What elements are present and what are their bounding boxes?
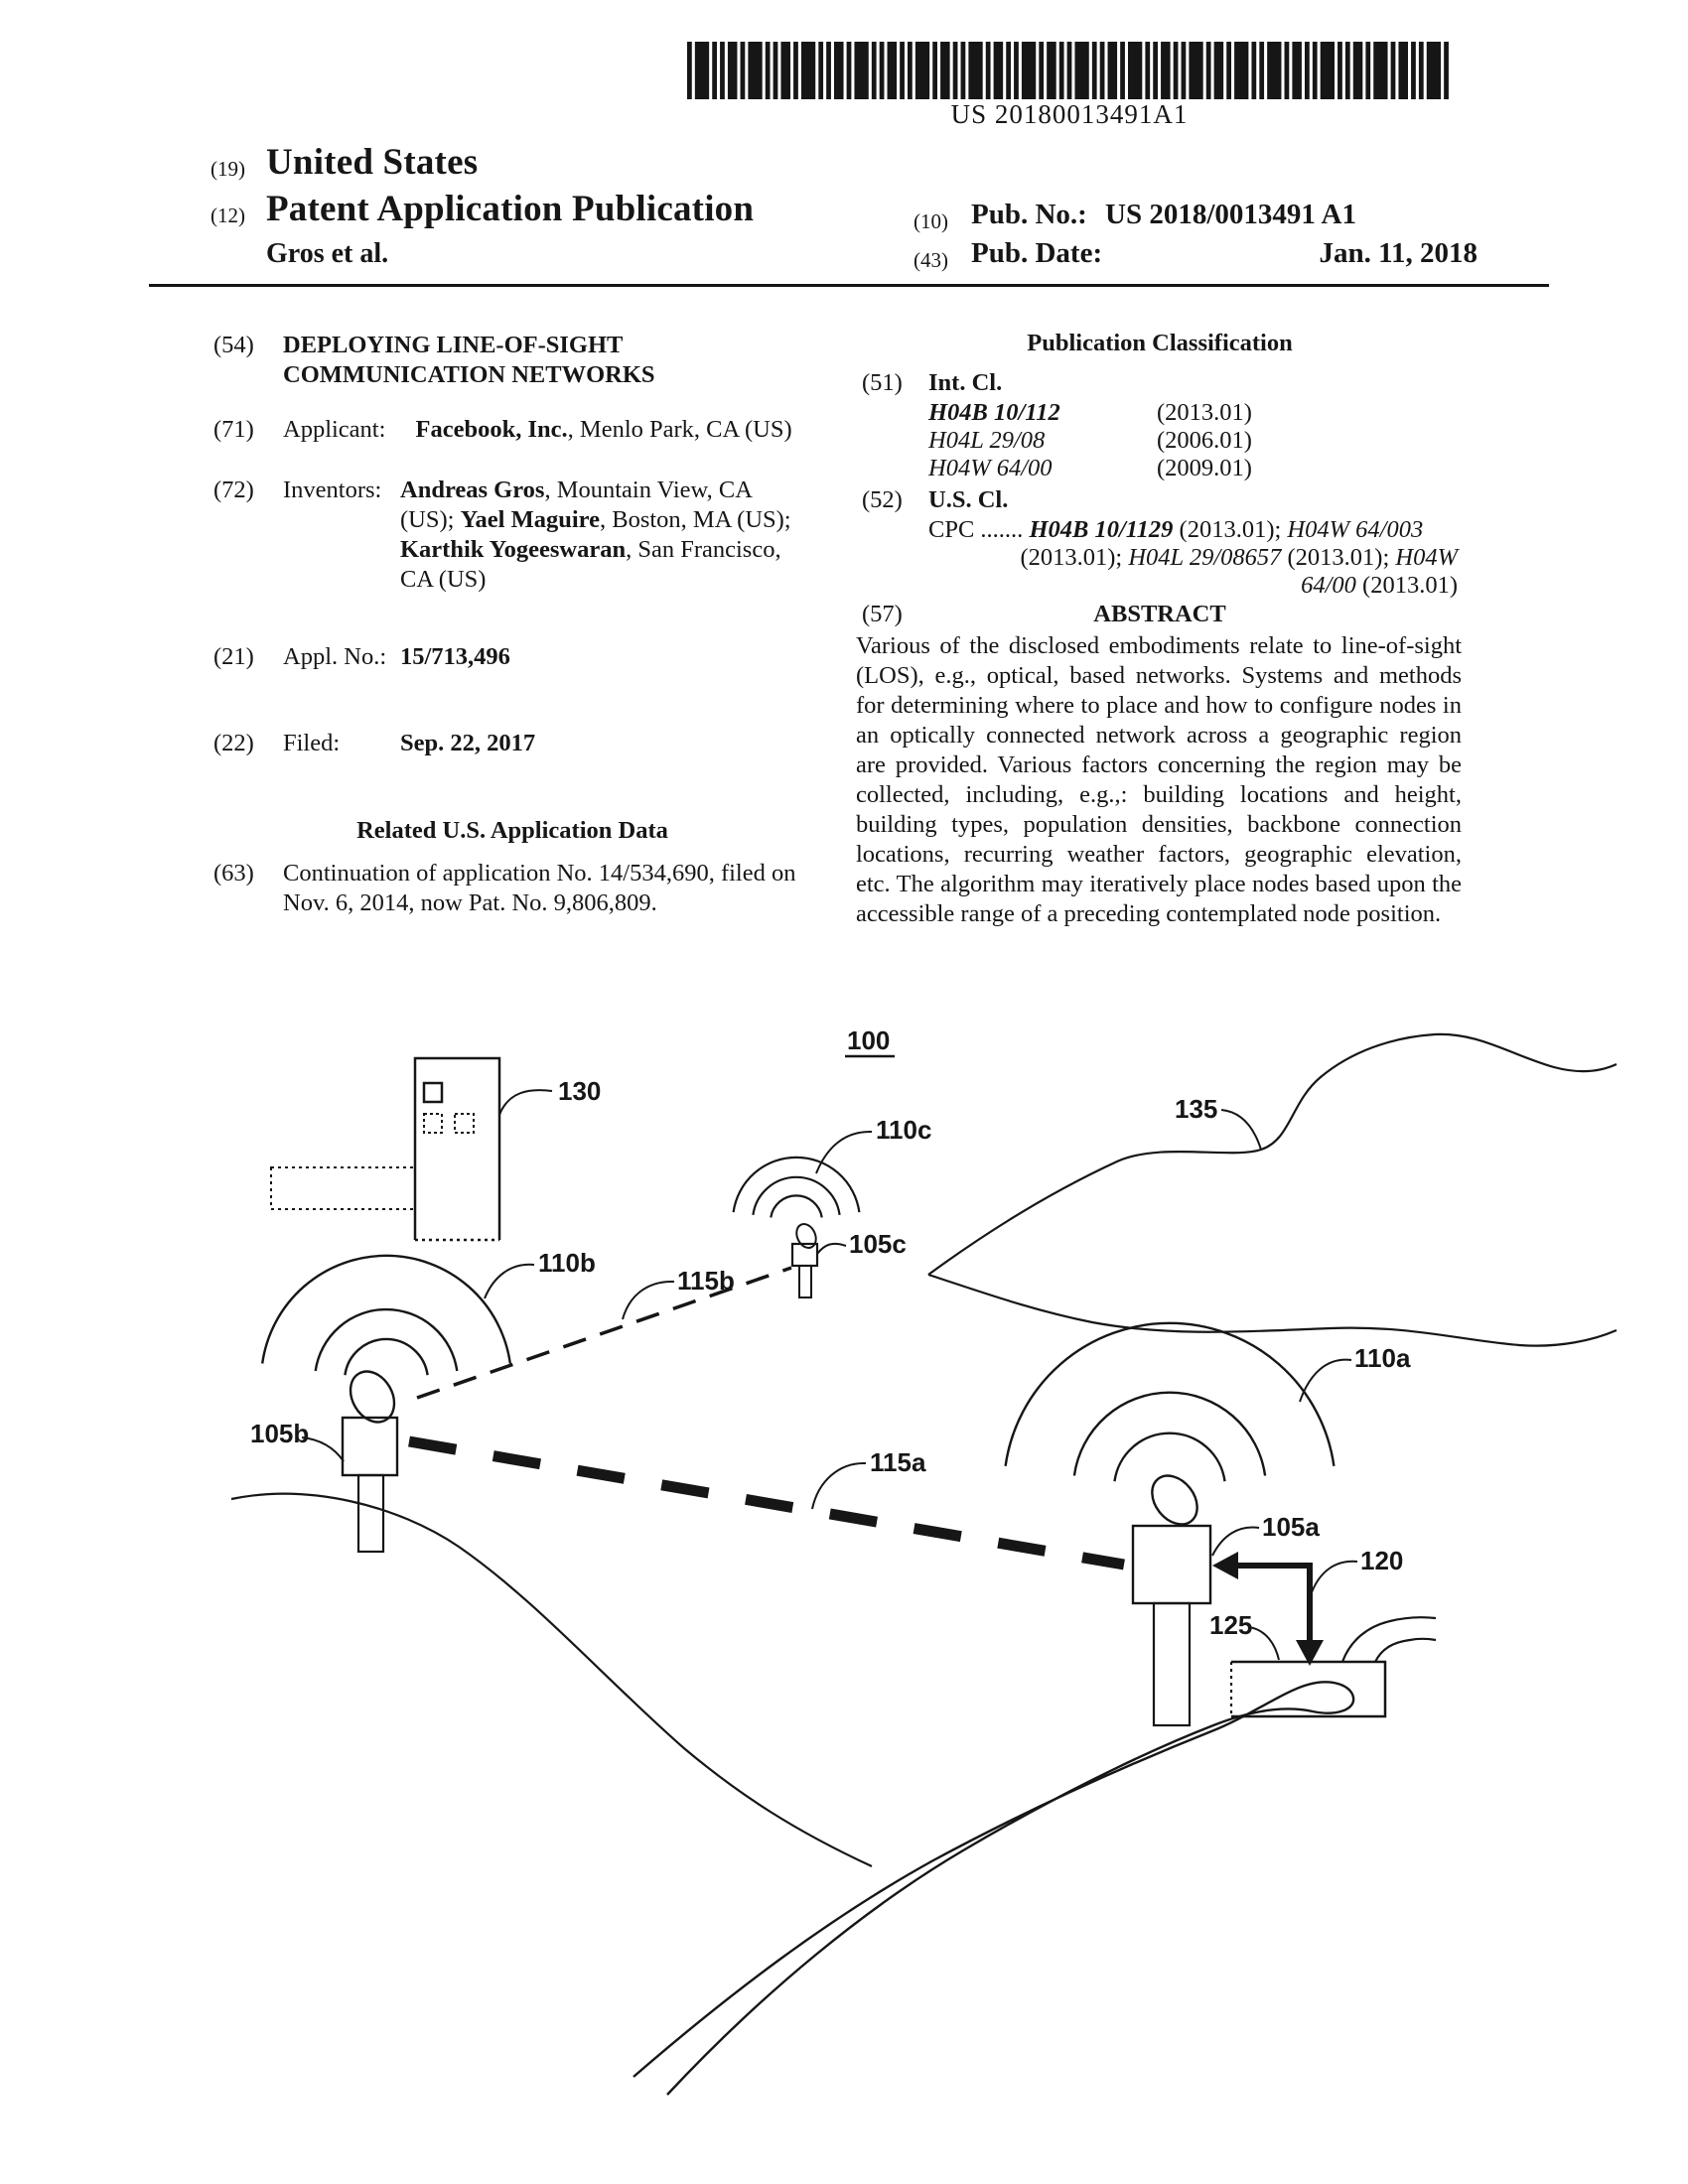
inventors-line1: [400, 477, 753, 504]
inventors-line4: CA (US): [400, 566, 487, 593]
cpc-date-1: (2013.01);: [1173, 516, 1288, 543]
node-105c: [792, 1221, 819, 1297]
label-110a: 110a: [1354, 1343, 1411, 1373]
header-rule: [149, 284, 1549, 287]
pubdate-value: Jan. 11, 2018: [1319, 237, 1477, 269]
signal-waves-110a: [1006, 1323, 1335, 1481]
appl-value: 15/713,496: [400, 643, 510, 670]
title-num: (54): [213, 332, 254, 358]
cpc-date-2: (2013.01);: [1020, 544, 1129, 571]
cpc-class-3: H04L 29/08657: [1128, 544, 1282, 571]
cpc-main-class: H04B 10/1129: [1029, 516, 1174, 543]
cpc-date-4: (2013.01): [1355, 572, 1458, 599]
label-105b: 105b: [250, 1419, 310, 1448]
abstract-heading: ABSTRACT: [1093, 601, 1226, 627]
appl-label: Appl. No.:: [283, 643, 387, 670]
terrain-line: [231, 1494, 872, 1866]
publication-kind: Patent Application Publication: [266, 189, 755, 229]
signal-waves-110b: [262, 1256, 510, 1375]
continuation-num: (63): [213, 860, 254, 887]
label-115b: 115b: [677, 1266, 735, 1296]
pubdate-label: Pub. Date:: [971, 237, 1103, 269]
appl-num: (21): [213, 643, 254, 670]
cpc-class-4: H04W: [1395, 544, 1458, 571]
intcl-label: Int. Cl.: [928, 369, 1003, 396]
intcl-date-3: (2009.01): [1157, 455, 1252, 481]
inventors-label: Inventors:: [283, 477, 382, 503]
intcl-code-3: H04W 64/00: [928, 455, 1053, 481]
invention-title-line2: COMMUNICATION NETWORKS: [283, 361, 655, 388]
label-105c: 105c: [849, 1229, 907, 1259]
applicant-line: [283, 416, 792, 444]
inventor-3-city: , San Francisco,: [626, 536, 781, 563]
pubno-num: (10): [914, 209, 948, 233]
figure-1: [139, 1008, 1638, 2164]
applicant-num: (71): [213, 416, 254, 443]
authors: Gros et al.: [266, 238, 389, 269]
arrowhead-left-icon: [1212, 1552, 1238, 1579]
cpc-date-3: (2013.01);: [1281, 544, 1396, 571]
inventor-2-pre: (US);: [400, 506, 461, 533]
invention-title-line1: DEPLOYING LINE-OF-SIGHT: [283, 332, 624, 358]
label-120: 120: [1360, 1546, 1404, 1575]
uscl-label: U.S. Cl.: [928, 486, 1009, 513]
uscl-num: (52): [862, 486, 903, 513]
label-115a: 115a: [870, 1447, 926, 1477]
los-link-115b: [417, 1268, 791, 1398]
continuation-line1: Continuation of application No. 14/534,690, filed on: [283, 860, 796, 887]
kind-code-num: (12): [211, 204, 245, 227]
dish-antenna-icon: [793, 1221, 820, 1251]
label-105a: 105a: [1262, 1512, 1320, 1542]
label-110c: 110c: [876, 1115, 932, 1145]
abstract-text: Various of the disclosed embodiments relate to line-of-sight (LOS), e.g., optical, based networks. Systems and methods for determining where to place and how to configure nodes in an optically connected network across a geographic region are provided. Various factors concerning the region may be collected, including, e.g.,: building locations and height, building types, population densities, backbone connection locations, recurring weather factors, geographic elevation, etc. The algorithm may iteratively place nodes based upon the accessible range of a preceding contemplated node position.: [856, 632, 1462, 927]
filed-label: Filed:: [283, 730, 341, 756]
inventor-2-city: , Boston, MA (US);: [599, 506, 791, 533]
backbone-box-125: [1231, 1662, 1385, 1716]
inventors-line2: [400, 506, 791, 534]
applicant-name: Facebook, Inc.: [415, 416, 568, 443]
building-window-dotted-2: [455, 1114, 474, 1133]
country-name: United States: [266, 142, 479, 183]
inventor-1: Andreas Gros: [400, 477, 545, 503]
cpc-line2: [862, 544, 1458, 572]
intcl-code-2: H04L 29/08: [928, 427, 1046, 454]
intcl-date-1: (2013.01): [1157, 399, 1252, 426]
inventor-1-city: , Mountain View, CA: [544, 477, 753, 503]
label-130: 130: [558, 1076, 602, 1106]
figure-number: 100: [847, 1025, 891, 1055]
pubno-value: US 2018/0013491 A1: [1105, 199, 1356, 230]
barcode: [687, 42, 1452, 101]
inventor-2: Yael Maguire: [460, 506, 600, 533]
river-135: [928, 1034, 1617, 1346]
cpc-line3: [862, 572, 1458, 600]
inventors-num: (72): [213, 477, 254, 503]
inventor-3: Karthik Yogeeswaran: [400, 536, 627, 563]
dish-antenna-icon: [342, 1364, 403, 1431]
inventors-line3: [400, 536, 781, 564]
leader-lines: [302, 1090, 1357, 1660]
pubno-label: Pub. No.:: [971, 199, 1087, 230]
cpc-prefix: CPC .......: [928, 516, 1030, 543]
cpc-class-4b: 64/00: [1301, 572, 1356, 599]
building-window-solid: [424, 1083, 442, 1102]
building-130: [415, 1058, 499, 1240]
pubdate-num: (43): [914, 248, 948, 272]
los-link-115a: [409, 1441, 1124, 1565]
barcode-number: US 20180013491A1: [950, 99, 1189, 129]
applicant-address: , Menlo Park, CA (US): [567, 416, 792, 443]
road: [633, 1682, 1353, 2095]
node-105a: [1133, 1467, 1210, 1725]
label-110b: 110b: [538, 1248, 596, 1278]
label-135: 135: [1175, 1094, 1218, 1124]
annex-building-dotted: [271, 1167, 415, 1209]
applicant-label: Applicant:: [283, 416, 386, 443]
continuation-line2: Nov. 6, 2014, now Pat. No. 9,806,809.: [283, 889, 657, 916]
connection-arrow-120: [1212, 1552, 1324, 1666]
country-code-num: (19): [211, 157, 245, 181]
signal-waves-110c: [734, 1158, 860, 1218]
cpc-class-2: H04W 64/003: [1287, 516, 1424, 543]
building-window-dotted-1: [424, 1114, 442, 1133]
intcl-date-2: (2006.01): [1157, 427, 1252, 454]
road-branch-lower: [1375, 1639, 1436, 1662]
node-105b: [342, 1364, 403, 1552]
label-125: 125: [1209, 1610, 1253, 1640]
abstract-num: (57): [862, 601, 903, 627]
dish-antenna-icon: [1143, 1467, 1206, 1534]
filed-num: (22): [213, 730, 254, 756]
cpc-line1: [928, 516, 1423, 544]
intcl-code-1: H04B 10/112: [928, 399, 1060, 426]
filed-value: Sep. 22, 2017: [400, 730, 536, 756]
publication-classification-heading: Publication Classification: [1027, 330, 1293, 356]
related-data-heading: Related U.S. Application Data: [356, 817, 668, 844]
intcl-num: (51): [862, 369, 903, 396]
